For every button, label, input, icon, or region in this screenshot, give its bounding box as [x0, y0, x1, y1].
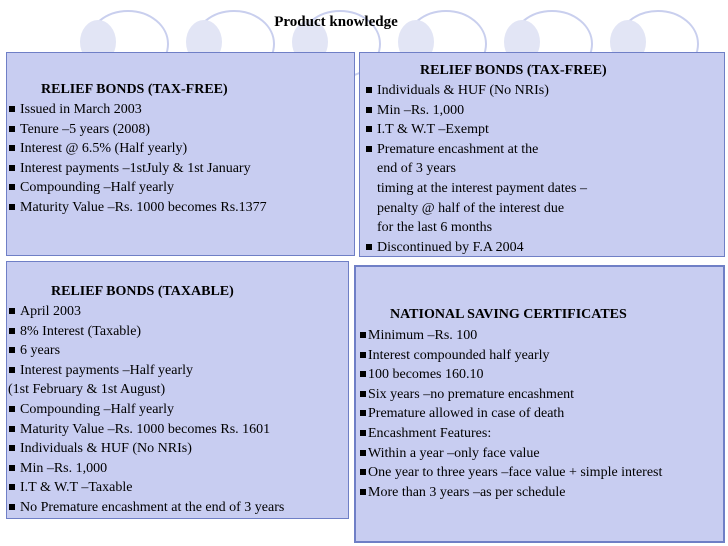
list-item: 6 years [8, 341, 284, 361]
bullet-icon [9, 406, 15, 412]
list-item: Premature allowed in case of death [360, 404, 662, 424]
bullet-icon [360, 430, 366, 436]
nsc-panel [354, 265, 725, 543]
item-list [8, 302, 284, 518]
bullet-icon [360, 450, 366, 456]
list-item: Individuals & HUF (No NRIs) [8, 439, 284, 459]
list-item: 100 becomes 160.10 [360, 365, 662, 385]
list-item: end of 3 years [377, 161, 456, 177]
bullet-icon [9, 328, 15, 334]
bullet-icon [366, 146, 372, 152]
list-item: Min –Rs. 1,000 [365, 101, 587, 121]
panel-heading: NATIONAL SAVING CERTIFICATES [390, 307, 627, 322]
list-item: April 2003 [8, 302, 284, 322]
bullet-icon [360, 332, 366, 338]
list-item: Interest payments –Half yearly [8, 361, 284, 381]
list-item: (1st February & 1st August) [8, 382, 166, 398]
list-item: Within a year –only face value [360, 444, 662, 464]
list-item: One year to three years –face value + simple interest [360, 463, 662, 483]
bullet-icon [9, 165, 15, 171]
bullet-icon [9, 184, 15, 190]
bullet-icon [9, 426, 15, 432]
relief-bonds-taxfree-details-panel [359, 52, 725, 257]
list-item: for the last 6 months [377, 220, 493, 236]
list-item: Min –Rs. 1,000 [8, 459, 284, 479]
bullet-icon [366, 87, 372, 93]
bullet-icon [360, 391, 366, 397]
list-item: Maturity Value –Rs. 1000 becomes Rs.1377 [8, 198, 267, 218]
list-item: Interest @ 6.5% (Half yearly) [8, 139, 267, 159]
list-item: I.T & W.T –Exempt [365, 120, 587, 140]
bullet-icon [366, 126, 372, 132]
bullet-icon [360, 469, 366, 475]
bullet-icon [9, 367, 15, 373]
list-item: Issued in March 2003 [8, 100, 267, 120]
page-title: Product knowledge [274, 14, 398, 30]
list-item: Encashment Features: [360, 424, 662, 444]
bullet-icon [9, 106, 15, 112]
panel-heading: RELIEF BONDS (TAX-FREE) [420, 63, 607, 78]
list-item: Minimum –Rs. 100 [360, 326, 662, 346]
bullet-icon [9, 465, 15, 471]
relief-bonds-taxfree-panel [6, 52, 355, 256]
bullet-icon [360, 410, 366, 416]
bullet-icon [366, 107, 372, 113]
relief-bonds-taxable-panel [6, 261, 349, 519]
bullet-icon [366, 244, 372, 250]
bullet-icon [9, 484, 15, 490]
bullet-icon [9, 445, 15, 451]
list-item: More than 3 years –as per schedule [360, 483, 662, 503]
list-item: I.T & W.T –Taxable [8, 478, 284, 498]
bullet-icon [360, 352, 366, 358]
bullet-icon [360, 489, 366, 495]
list-item: Maturity Value –Rs. 1000 becomes Rs. 1601 [8, 420, 284, 440]
list-item: Tenure –5 years (2008) [8, 120, 267, 140]
panel-heading: RELIEF BONDS (TAXABLE) [51, 284, 234, 299]
list-item: Individuals & HUF (No NRIs) [365, 81, 587, 101]
list-item: Six years –no premature encashment [360, 385, 662, 405]
list-item: Premature encashment at the [365, 140, 587, 160]
item-list [8, 100, 267, 218]
panel-heading: RELIEF BONDS (TAX-FREE) [41, 82, 228, 97]
list-item: No Premature encashment at the end of 3 years [8, 498, 284, 518]
list-item: Interest compounded half yearly [360, 346, 662, 366]
list-item: 8% Interest (Taxable) [8, 322, 284, 342]
item-list [360, 326, 662, 502]
bullet-icon [9, 204, 15, 210]
list-item: Compounding –Half yearly [8, 400, 284, 420]
bullet-icon [9, 308, 15, 314]
bullet-icon [9, 504, 15, 510]
list-item: penalty @ half of the interest due [377, 200, 565, 216]
bullet-icon [9, 347, 15, 353]
bullet-icon [360, 371, 366, 377]
list-item: Compounding –Half yearly [8, 178, 267, 198]
list-item: Discontinued by F.A 2004 [365, 238, 587, 258]
list-item: Interest payments –1stJuly & 1st January [8, 159, 267, 179]
bullet-icon [9, 126, 15, 132]
item-list [365, 81, 587, 257]
bullet-icon [9, 145, 15, 151]
list-item: timing at the interest payment dates – [377, 180, 587, 196]
